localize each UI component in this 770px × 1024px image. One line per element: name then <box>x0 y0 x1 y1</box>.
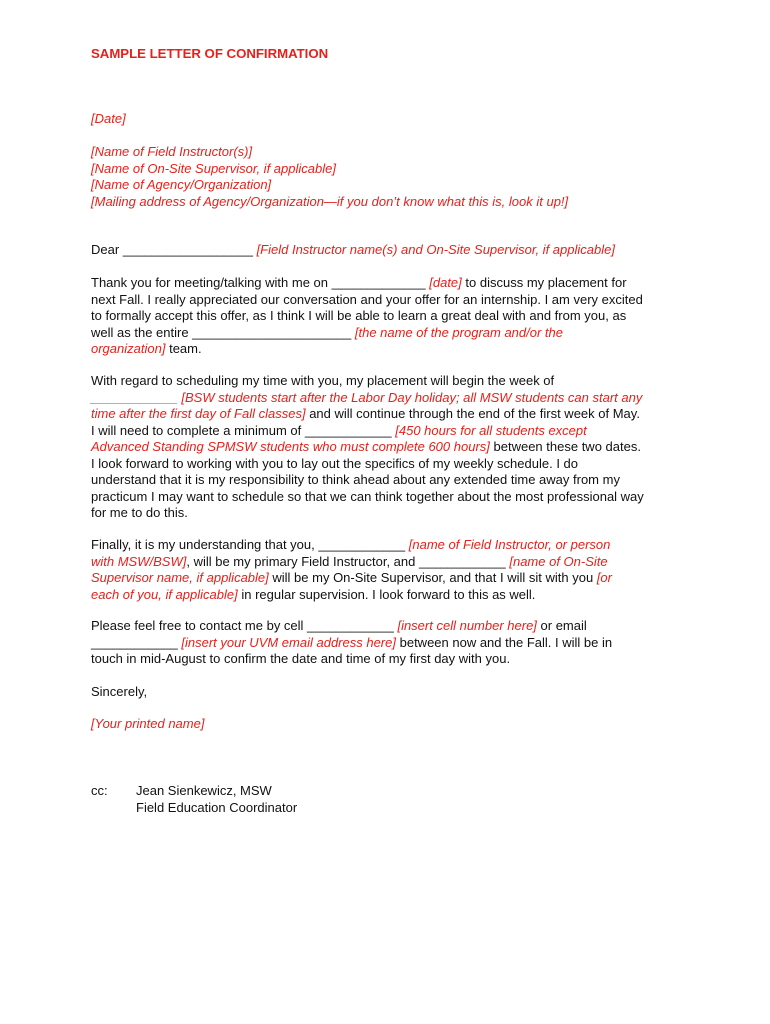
salutation-placeholder: [Field Instructor name(s) and On-Site Supervisor, if applicable] <box>256 242 615 257</box>
paragraph-3 <box>91 537 691 603</box>
text: will be my On-Site Supervisor, and that I will sit with you <box>272 570 594 585</box>
text: or email <box>540 618 587 633</box>
closing-text: Sincerely, <box>91 684 148 699</box>
paragraph-4 <box>91 618 691 668</box>
placeholder: Supervisor name, if applicable] <box>91 570 269 585</box>
placeholder: [name of On-Site <box>509 553 608 569</box>
signature <box>91 716 691 733</box>
text-line: understand that it is my responsibility to think ahead about any extended time away from my <box>91 472 620 487</box>
text: team. <box>169 341 202 356</box>
placeholder: [insert cell number here] <box>397 618 537 633</box>
text: in regular supervision. I look forward to this as well. <box>241 586 536 602</box>
text: , will be my primary Field Instructor, and ____________ <box>186 553 506 569</box>
onsite-supervisor-line: [Name of On-Site Supervisor, if applicable] <box>91 160 336 176</box>
text: Finally, it is my understanding that you, ____________ <box>91 537 406 552</box>
text-line: I look forward to working with you to lay out the specifics of my weekly schedule. I do <box>91 455 579 471</box>
letter-title: SAMPLE LETTER OF CONFIRMATION <box>91 46 329 61</box>
text-line: to formally accept this offer, as I think I will be able to learn a great deal with and from you, as <box>91 308 627 323</box>
text-line: touch in mid-August to confirm the date and time of my first day with you. <box>91 651 511 666</box>
placeholder: Advanced Standing SPMSW students who must complete 600 hours] <box>91 439 490 454</box>
placeholder: time after the first day of Fall classes] <box>91 406 306 421</box>
text: between these two dates. <box>493 439 641 454</box>
text-line: practicum I may want to schedule so that we can think together about the most professional way <box>91 488 644 504</box>
text: and will continue through the end of the first week of May. <box>309 406 640 421</box>
text: Please feel free to contact me by cell ____________ <box>91 618 394 633</box>
placeholder: [450 hours for all students except <box>395 422 587 438</box>
agency-line: [Name of Agency/Organization] <box>91 177 272 192</box>
text: Thank you for meeting/talking with me on _____________ <box>91 275 426 290</box>
cc-label: cc: <box>91 783 108 798</box>
placeholder: organization] <box>91 341 166 356</box>
mailing-address-line: [Mailing address of Agency/Organization—if you don’t know what this is, look it up!] <box>91 193 569 209</box>
salutation <box>91 242 691 259</box>
text-line: next Fall. I really appreciated our conversation and your offer for an internship. I am very excited <box>91 291 643 307</box>
cc-role: Field Education Coordinator <box>136 799 298 815</box>
text: ____________ <box>91 634 178 650</box>
field-instructor-line: [Name of Field Instructor(s)] <box>91 144 253 159</box>
text: I will need to complete a minimum of ____________ <box>91 422 392 438</box>
placeholder: [insert your UVM email address here] <box>181 634 396 650</box>
recipient-address-block <box>91 144 691 210</box>
text: well as the entire ______________________ <box>91 324 352 340</box>
date-line: [Date] <box>91 111 126 126</box>
date-placeholder <box>91 111 691 128</box>
placeholder: [name of Field Instructor, or person <box>408 537 611 552</box>
placeholder: [the name of the program and/or the <box>354 324 563 340</box>
salutation-prefix: Dear __________________ <box>91 242 253 257</box>
text: between now and the Fall. I will be in <box>399 634 613 650</box>
placeholder: [or <box>596 570 612 585</box>
text-line: for me to do this. <box>91 505 188 520</box>
cc-name: Jean Sienkewicz, MSW <box>136 783 272 798</box>
placeholder: each of you, if applicable] <box>91 586 238 602</box>
placeholder: [date] <box>429 275 462 290</box>
placeholder-line: ____________ [BSW students start after the Labor Day holiday; all MSW students can start any <box>91 389 643 405</box>
closing <box>91 684 691 701</box>
text: to discuss my placement for <box>465 275 627 290</box>
paragraph-2 <box>91 373 691 522</box>
paragraph-1 <box>91 275 691 358</box>
signature-placeholder: [Your printed name] <box>91 716 205 731</box>
placeholder: with MSW/BSW] <box>91 553 187 569</box>
text-line: With regard to scheduling my time with you, my placement will begin the week of <box>91 373 555 388</box>
